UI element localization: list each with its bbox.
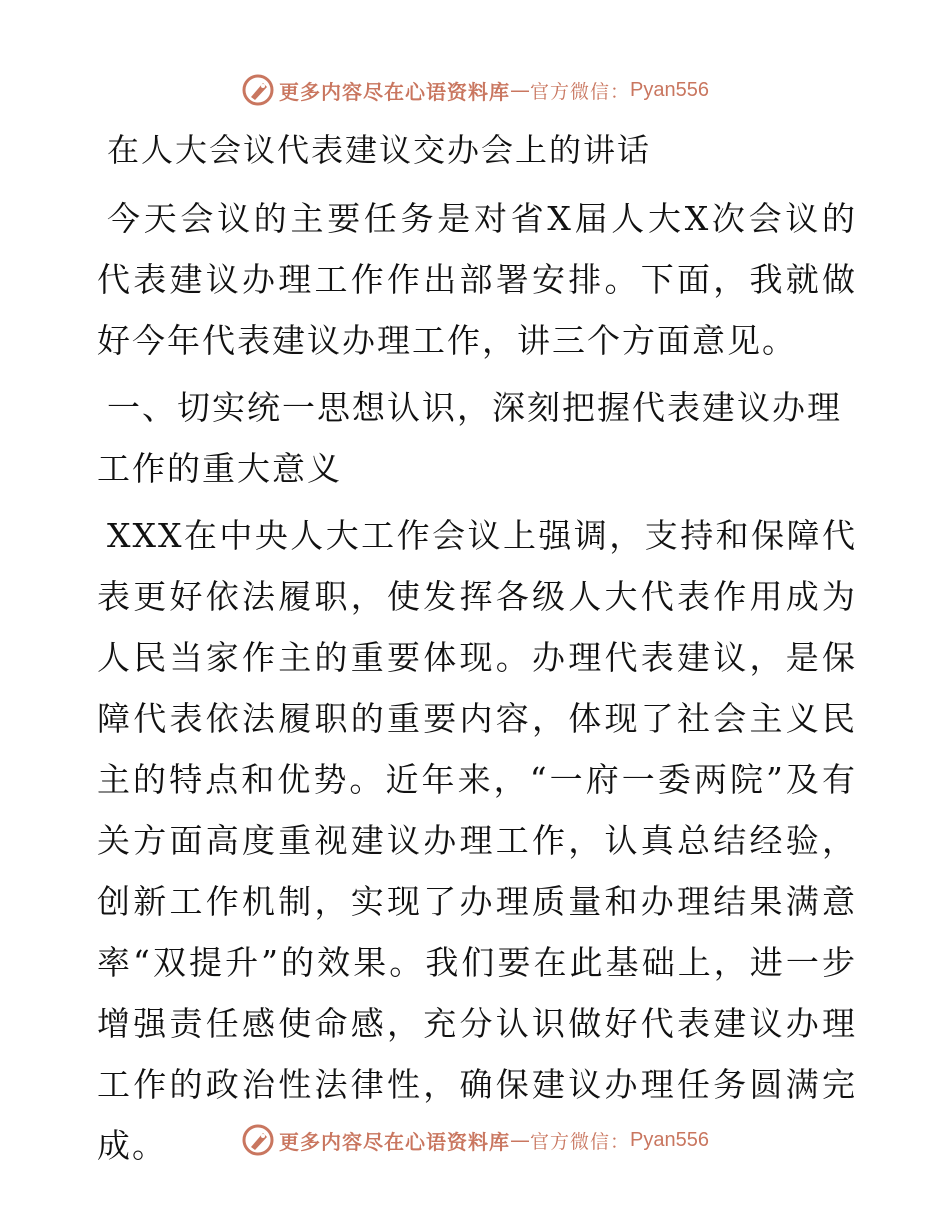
- watermark-wechat-id: Pyan556: [630, 78, 709, 101]
- watermark-wechat-label: 官方微信：: [530, 1130, 631, 1153]
- footer-watermark: [0, 1120, 950, 1160]
- watermark-text: 更多内容尽在心语资料库: [279, 1129, 510, 1154]
- watermark-wechat-label: 官方微信：: [530, 80, 631, 103]
- intro-paragraph: 今天会议的主要任务是对省X届人大X次会议的代表建议办理工作作出部署安排。下面，我就做好今年代表建议办理工作，讲三个方面意见。: [97, 199, 857, 360]
- watermark-dash: —: [510, 78, 530, 102]
- watermark-text: 更多内容尽在心语资料库: [279, 79, 510, 104]
- watermark-dash: —: [510, 1128, 530, 1152]
- header-watermark: [0, 70, 950, 110]
- document-title: 在人大会议代表建议交办会上的讲话: [107, 131, 652, 169]
- document-body: [97, 122, 857, 1182]
- section-heading: 一、切实统一思想认识，深刻把握代表建议办理工作的重大意义: [97, 388, 842, 488]
- pen-nib-logo-icon: [241, 1123, 275, 1157]
- section-paragraph: XXX在中央人大工作会议上强调，支持和保障代表更好依法履职，使发挥各级人大代表作用成为人民当家作主的重要体现。办理代表建议，是保障代表依法履职的重要内容，体现了社会主义民主的特点和优势。近年来，“一府一委两院”及有关方面高度重视建议办理工作，认真总结经验，创新工作机制，实现了办理质量和办理结果满意率“双提升”的效果。我们要在此基础上，进一步增强责任感使命感，充分认识做好代表建议办理工作的政治性法律性，确保建议办理任务圆满完成。: [97, 516, 857, 1165]
- pen-nib-logo-icon: [241, 73, 275, 107]
- watermark-wechat-id: Pyan556: [630, 1128, 709, 1151]
